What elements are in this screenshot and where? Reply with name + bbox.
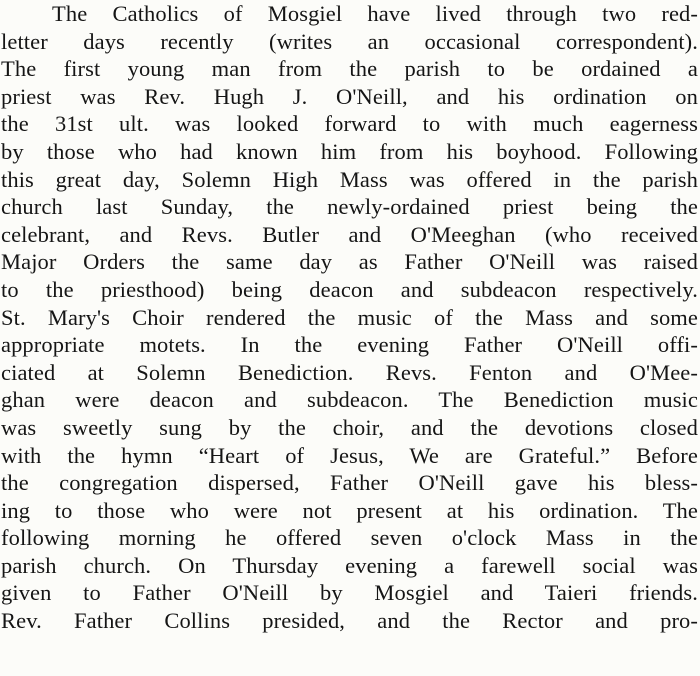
article-line: given to Father O'Neill by Mosgiel and Taieri friends. <box>1 580 698 606</box>
article-line: ciated at Solemn Benediction. Revs. Fenton and O'Mee- <box>1 359 698 385</box>
article-line: the 31st ult. was looked forward to with much eagerness <box>1 111 698 137</box>
article-line: ing to those who were not present at his ordination. The <box>1 497 698 523</box>
article-line: this great day, Solemn High Mass was offered in the parish <box>1 166 698 192</box>
article-line: The first young man from the parish to be ordained a <box>1 56 698 82</box>
article-line: parish church. On Thursday evening a farewell social was <box>1 552 698 578</box>
article-line: The Catholics of Mosgiel have lived through two red- <box>52 1 698 26</box>
article-line: following morning he offered seven o'clock Mass in the <box>1 525 698 551</box>
article-column <box>1 0 698 635</box>
article-line: ghan were deacon and subdeacon. The Benediction music <box>1 387 698 413</box>
article-line: was sweetly sung by the choir, and the devotions closed <box>1 414 698 440</box>
article-line: with the hymn “Heart of Jesus, We are Grateful.” Before <box>1 442 698 468</box>
article-line: by those who had known him from his boyhood. Following <box>1 138 698 164</box>
article-line: celebrant, and Revs. Butler and O'Meeghan (who received <box>1 221 698 247</box>
article-line: church last Sunday, the newly-ordained priest being the <box>1 194 698 220</box>
article-line: priest was Rev. Hugh J. O'Neill, and his ordination on <box>1 83 698 109</box>
article-line: Major Orders the same day as Father O'Neill was raised <box>1 249 698 275</box>
article-line: the congregation dispersed, Father O'Neill gave his bless- <box>1 470 698 496</box>
article-line: appropriate motets. In the evening Father O'Neill offi- <box>1 332 698 358</box>
article-line: St. Mary's Choir rendered the music of the Mass and some <box>1 304 698 330</box>
article-line: to the priesthood) being deacon and subdeacon respectively. <box>1 276 698 302</box>
article-line: Rev. Father Collins presided, and the Rector and pro- <box>1 608 698 634</box>
article-line: letter days recently (writes an occasional correspondent). <box>1 28 698 54</box>
